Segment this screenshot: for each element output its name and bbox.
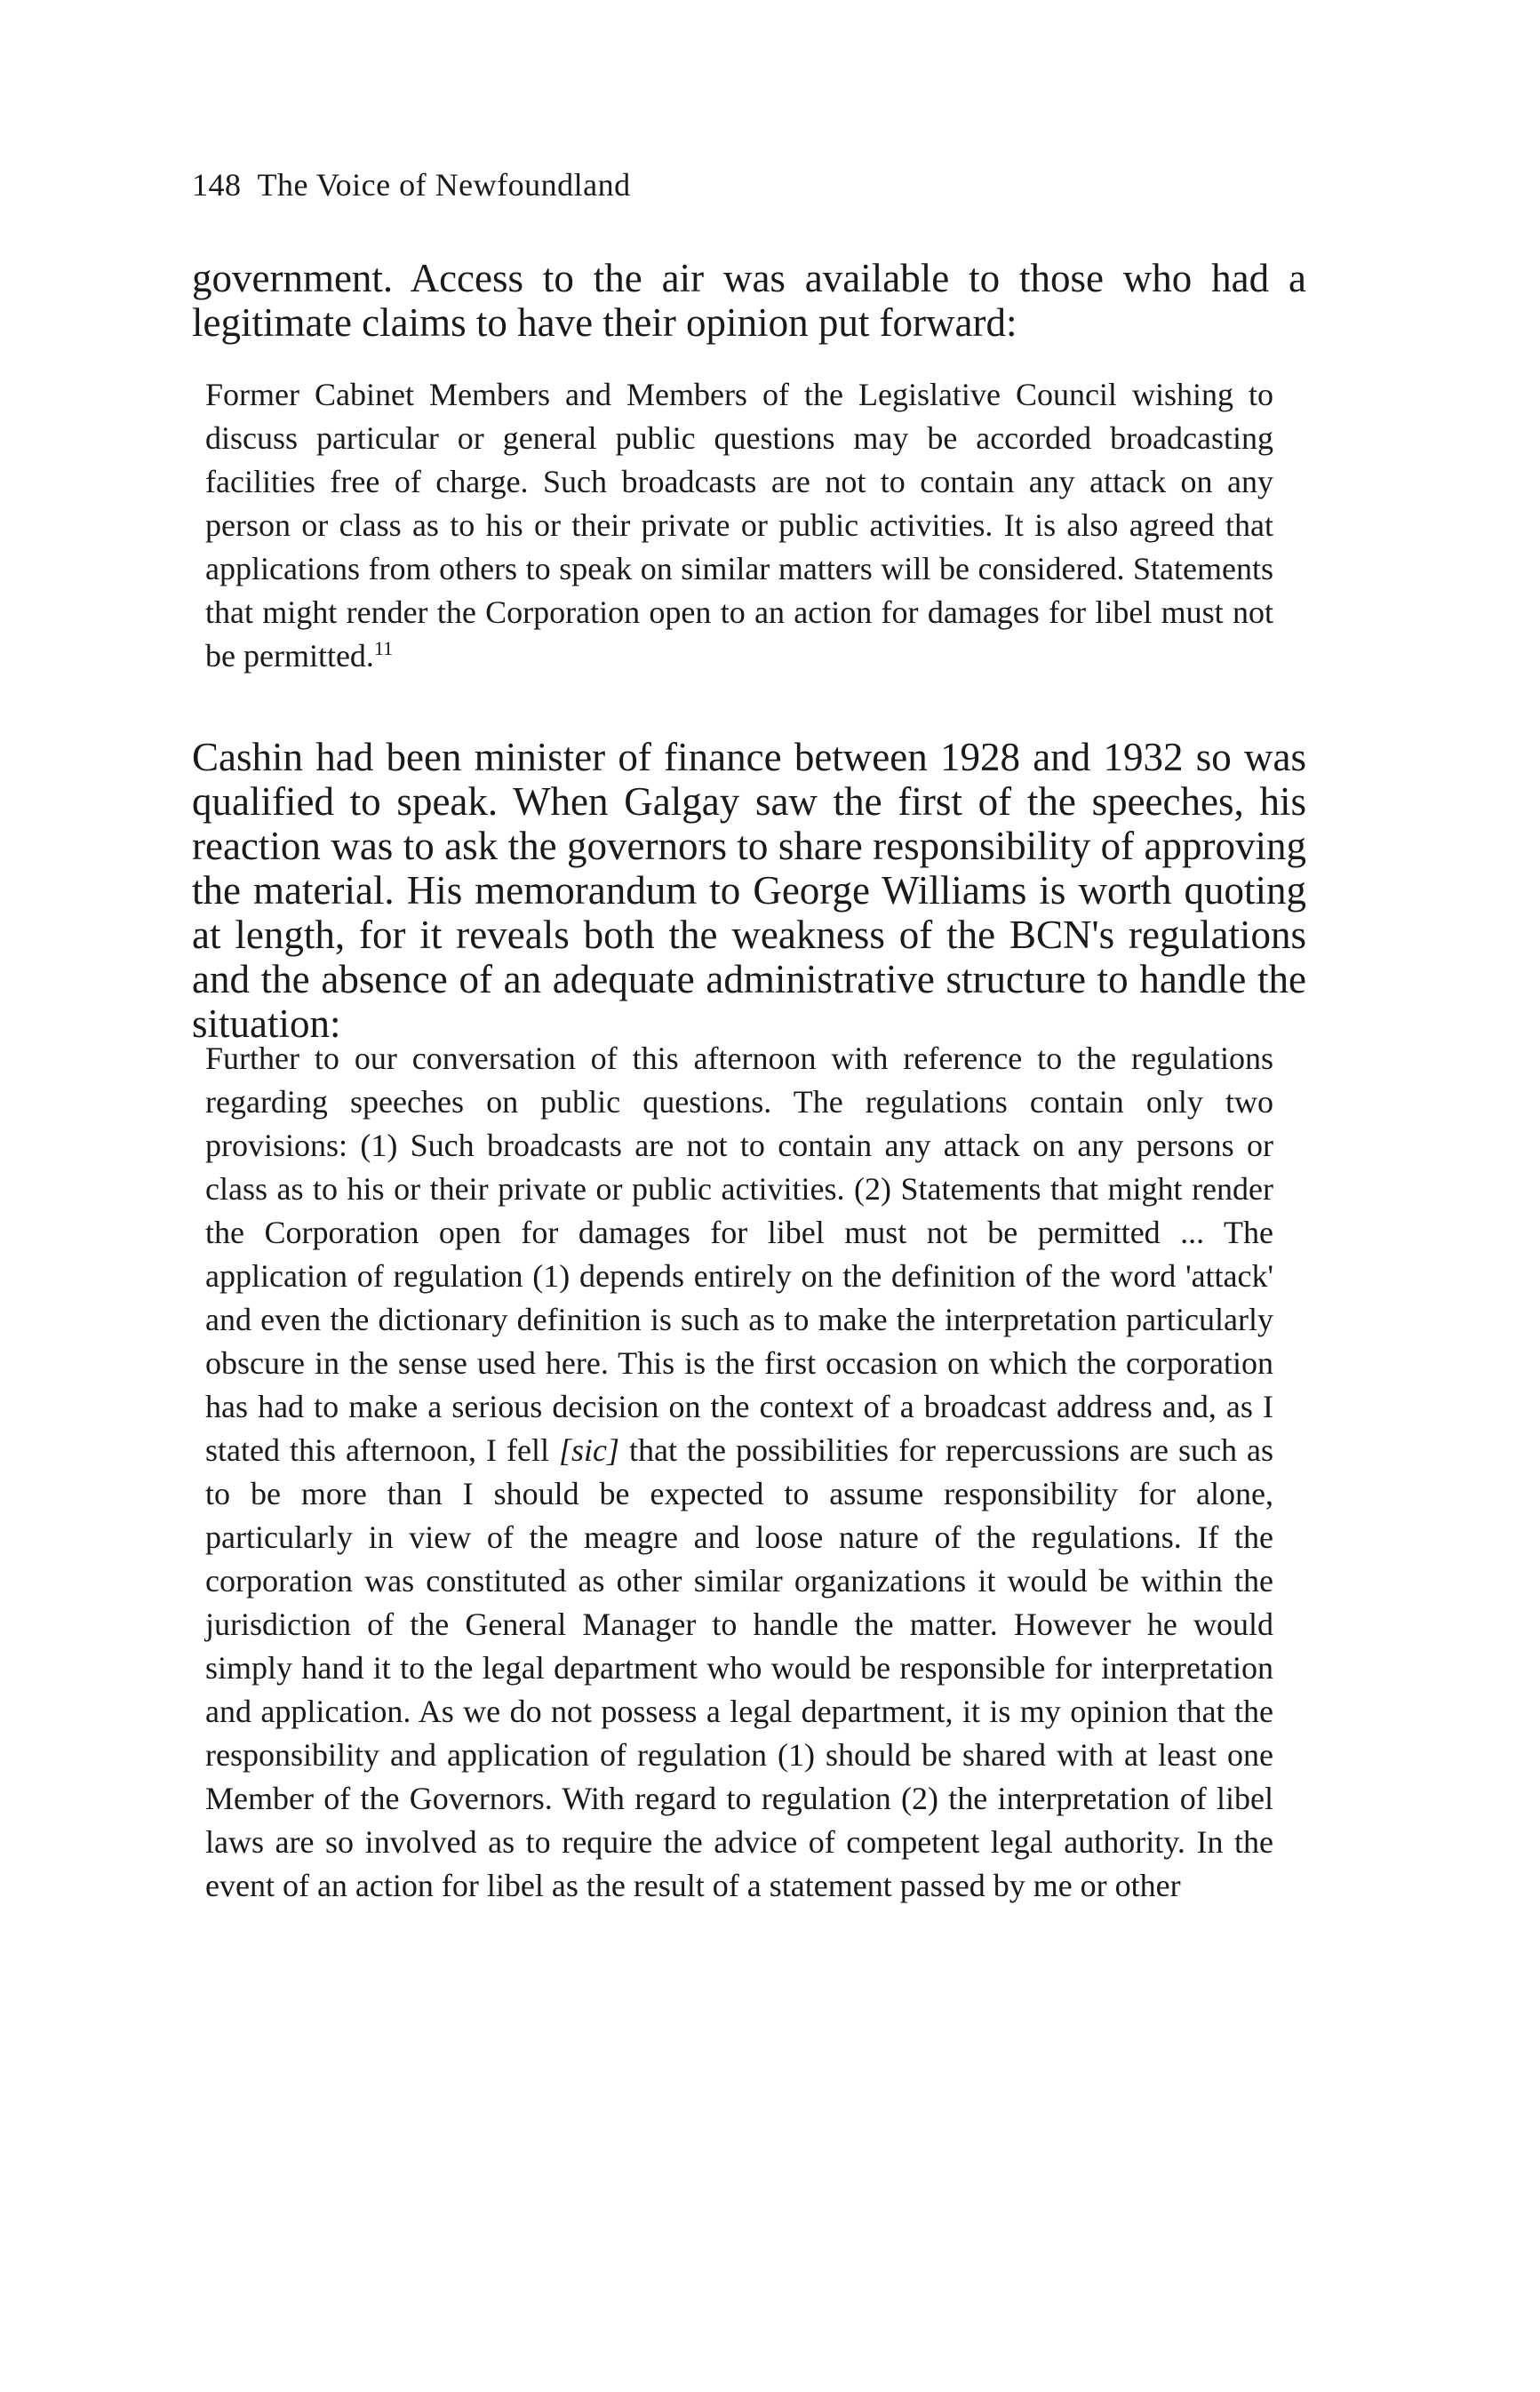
block-quote-text: Former Cabinet Members and Members of the Legislative Council wishing to discuss particular or general public questions may be accorded broadcasting facilities free of charge. Such broadcasts are not to contain any attack on any person or class as to his or their private or public activities. It is also agreed that applications from others to speak on similar matters will be considered. Statements that might render the Corporation open to an action for damages for libel must not be permitted.	[205, 377, 1273, 674]
footnote-reference: 11	[373, 637, 394, 659]
page-number: 148	[192, 167, 242, 203]
body-paragraph: Cashin had been minister of finance between 1928 and 1932 so was qualified to speak. When Galgay saw the first of the speeches, his reaction was to ask the governors to share responsibility of approving the material. His memorandum to George Williams is worth quoting at length, for it reveals both the weakness of the BCN's regulations and the absence of an adequate administrative structure to handle the situation:	[192, 735, 1306, 1046]
block-quote-text: Further to our conversation of this afternoon with reference to the regulations regarding speeches on public questions. The regulations contain only two provisions: (1) Such broadcasts are not to contain any attack on any persons or class as to his or their private or public activities. (2) Statements that might render the Corporation open for damages for libel must not be permitted ... The application of regulation (1) depends entirely on the definition of the word 'attack' and even the dictionary definition is such as to make the interpretation particularly obscure in the sense used here. This is the first occasion on which the corporation has had to make a serious decision on the context of a broadcast address and, as I stated this afternoon, I fell	[205, 1041, 1273, 1468]
block-quote	[205, 1037, 1273, 1908]
body-paragraph: government. Access to the air was available to those who had a legitimate claims to have their opinion put forward:	[192, 256, 1306, 345]
running-head	[192, 166, 631, 203]
block-quote-text-continued: that the possibilities for repercussions are such as to be more than I should be expected to assume responsibility for alone, particularly in view of the meagre and loose nature of the regulations. If the corporation was constituted as other similar organizations it would be within the jurisdiction of the General Manager to handle the matter. However he would simply hand it to the legal department who would be responsible for interpretation and application. As we do not possess a legal department, it is my opinion that the responsibility and application of regulation (1) should be shared with at least one Member of the Governors. With regard to regulation (2) the interpretation of libel laws are so involved as to require the advice of competent legal authority. In the event of an action for libel as the result of a statement passed by me or other	[205, 1432, 1273, 1903]
sic-annotation: [sic]	[558, 1432, 619, 1468]
block-quote	[205, 373, 1273, 678]
running-title: The Voice of Newfoundland	[257, 167, 631, 203]
